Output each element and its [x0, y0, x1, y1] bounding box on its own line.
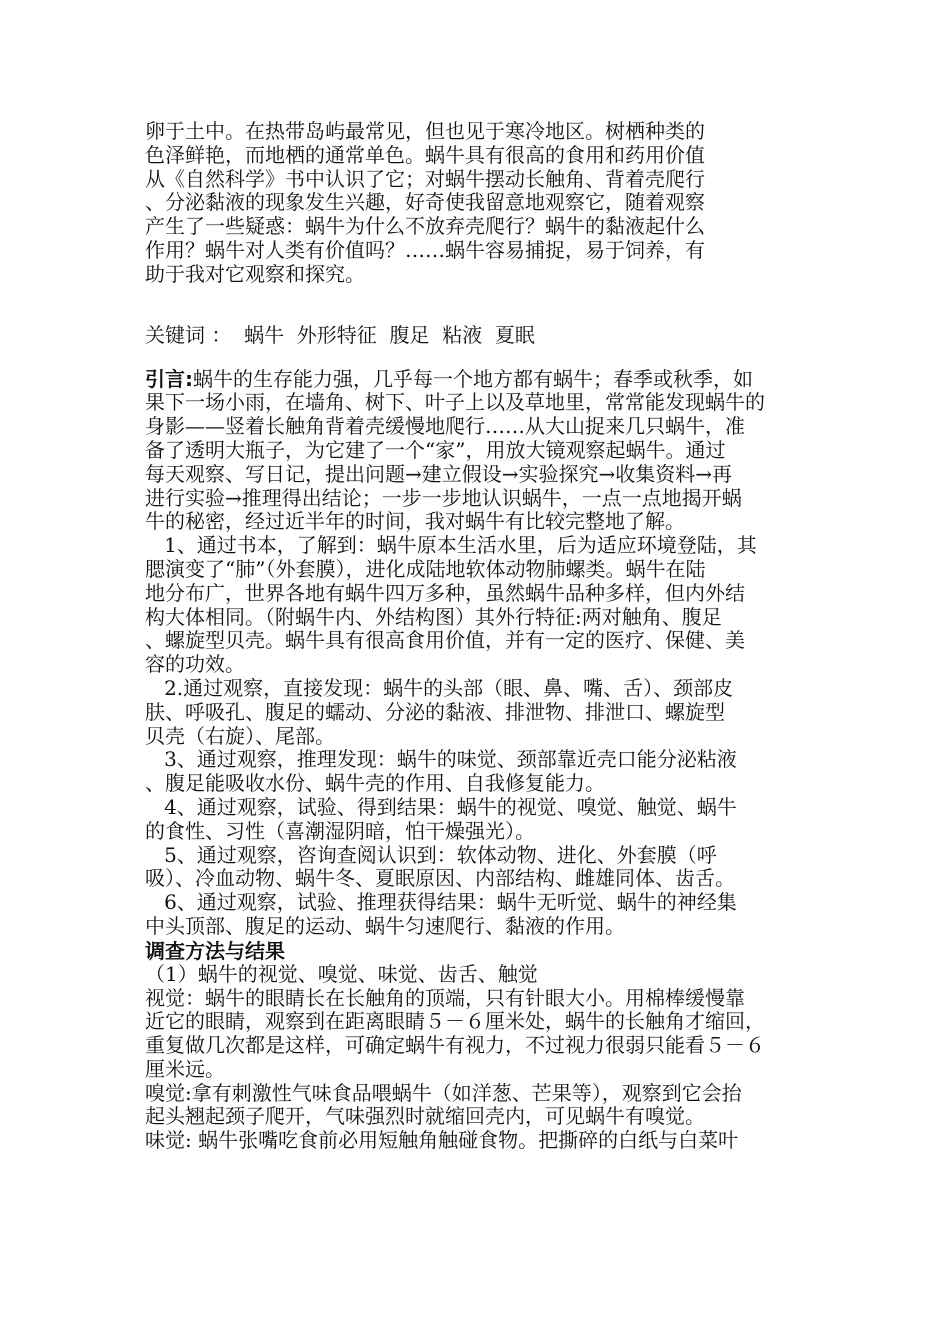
text-line: 每天观察、写日记，提出问题→建立假设→实验探究→收集资料→再 — [145, 462, 733, 486]
text-line: 视觉：蜗牛的眼睛长在长触角的顶端，只有针眼大小。用棉棒缓慢靠 — [145, 986, 745, 1010]
keywords-label: 关键词 ： — [145, 322, 232, 347]
text-line: 嗅觉:拿有刺激性气味食品喂蜗牛（如洋葱、芒果等），观察到它会抬 — [145, 1081, 742, 1105]
keywords-line — [145, 323, 810, 347]
text-line: 从《自然科学》书中认识了它；对蜗牛摆动长触角、背着壳爬行 — [145, 167, 705, 191]
text-line: 重复做几次都是这样，可确定蜗牛有视力，不过视力很弱只能看５－６ — [145, 1034, 765, 1058]
intro-section — [145, 368, 810, 939]
section-heading: 调查方法与结果 — [145, 938, 285, 963]
text-line: 身影——竖着长触角背着壳缓慢地爬行……从大山捉来几只蜗牛，准 — [145, 415, 745, 439]
text-line: 助于我对它观察和探究。 — [145, 262, 365, 286]
methods-section — [145, 939, 810, 1153]
text-line: 1、通过书本，了解到：蜗牛原本生活水里，后为适应环境登陆，其 — [145, 534, 757, 558]
text-line: 产生了一些疑惑：蜗牛为什么不放弃壳爬行？蜗牛的黏液起什么 — [145, 215, 705, 239]
text-line: 地分布广，世界各地有蜗牛四万多种，虽然蜗牛品种多样，但内外结 — [145, 581, 745, 605]
text-line: 2.通过观察，直接发现：蜗牛的头部（眼、鼻、嘴、舌）、颈部皮 — [145, 676, 734, 700]
text-line: 色泽鲜艳，而地栖的通常单色。蜗牛具有很高的食用和药用价值 — [145, 143, 705, 167]
text-line: 牛的秘密，经过近半年的时间，我对蜗牛有比较完整地了解。 — [145, 510, 685, 534]
text-line: 、分泌黏液的现象发生兴趣，好奇使我留意地观察它，随着观察 — [145, 191, 705, 215]
keywords-items: 蜗牛 外形特征 腹足 粘液 夏眠 — [244, 322, 535, 347]
intro-first-text: 蜗牛的生存能力强，几乎每一个地方都有蜗牛；春季或秋季，如 — [193, 367, 753, 391]
text-line: 卵于土中。在热带岛屿最常见，但也见于寒冷地区。树栖种类的 — [145, 120, 705, 143]
intro-label: 引言: — [145, 367, 193, 391]
abstract-paragraph — [145, 120, 810, 287]
text-line: 作用？蜗牛对人类有价值吗？……蜗牛容易捕捉，易于饲养，有 — [145, 238, 705, 262]
text-line: 起头翘起颈子爬开，气味强烈时就缩回壳内，可见蜗牛有嗅觉。 — [145, 1105, 705, 1129]
text-line: 厘米远。 — [145, 1057, 225, 1081]
text-line: 5、通过观察，咨询查阅认识到：软体动物、进化、外套膜（呼 — [145, 843, 717, 867]
document-page — [145, 120, 810, 1153]
text-line: 、腹足能吸收水份、蜗牛壳的作用、自我修复能力。 — [145, 772, 605, 796]
text-line: 6、通过观察，试验、推理获得结果：蜗牛无听觉、蜗牛的神经集 — [145, 891, 737, 915]
text-line: 的食性、习性（喜潮湿阴暗，怕干燥强光）。 — [145, 819, 535, 843]
intro-first-line — [145, 368, 810, 392]
text-line: 中头顶部、腹足的运动、蜗牛匀速爬行、黏液的作用。 — [145, 914, 625, 938]
text-line: 4、通过观察，试验、得到结果：蜗牛的视觉、嗅觉、触觉、蜗牛 — [145, 795, 737, 819]
text-line: 容的功效。 — [145, 653, 245, 677]
text-line: 构大体相同。（附蜗牛内、外结构图）其外行特征:两对触角、腹足 — [145, 605, 722, 629]
text-line: 腮演变了“肺”（外套膜），进化成陆地软体动物肺螺类。蜗牛在陆 — [145, 557, 706, 581]
text-line: 贝壳（右旋）、尾部。 — [145, 724, 335, 748]
text-line: 进行实验→推理得出结论；一步一步地认识蜗牛，一点一点地揭开蜗 — [145, 486, 742, 510]
text-line: 3、通过观察，推理发现：蜗牛的味觉、颈部靠近壳口能分泌粘液 — [145, 748, 737, 772]
text-line: （1）蜗牛的视觉、嗅觉、味觉、齿舌、触觉 — [145, 962, 538, 986]
text-line: 吸）、冷血动物、蜗牛冬、夏眠原因、内部结构、雌雄同体、齿舌。 — [145, 867, 735, 891]
text-line: 肤、呼吸孔、腹足的蠕动、分泌的黏液、排泄物、排泄口、螺旋型 — [145, 700, 725, 724]
text-line: 近它的眼睛，观察到在距离眼睛５－６厘米处，蜗牛的长触角才缩回， — [145, 1010, 765, 1034]
text-line: 味觉: 蜗牛张嘴吃食前必用短触角触碰食物。把撕碎的白纸与白菜叶 — [145, 1129, 739, 1153]
text-line: 果下一场小雨，在墙角、树下、叶子上以及草地里，常常能发现蜗牛的 — [145, 391, 765, 415]
text-line: 备了透明大瓶子，为它建了一个“家”，用放大镜观察起蜗牛。通过 — [145, 438, 726, 462]
text-line: 、螺旋型贝壳。蜗牛具有很高食用价值，并有一定的医疗、保健、美 — [145, 629, 745, 653]
